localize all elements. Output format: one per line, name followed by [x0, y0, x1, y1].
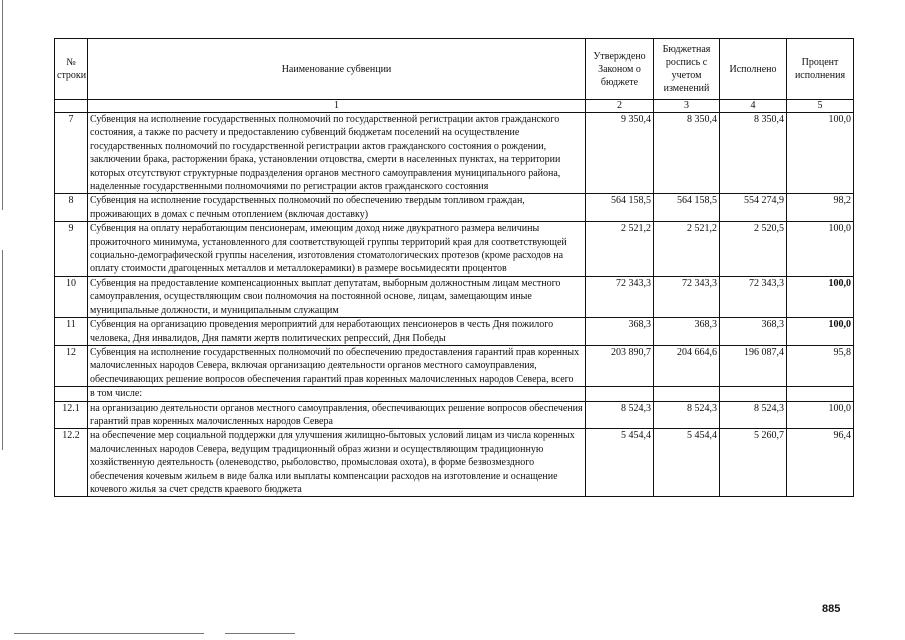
footer-rule	[225, 633, 295, 634]
approved-amount: 72 343,3	[586, 276, 654, 317]
subvention-name: в том числе:	[88, 387, 586, 401]
column-number: 4	[720, 100, 787, 113]
budget-amount: 204 664,6	[654, 345, 720, 386]
header-row-no: № строки	[55, 39, 88, 100]
approved-amount: 368,3	[586, 318, 654, 346]
table-row	[55, 387, 854, 401]
executed-amount: 2 520,5	[720, 222, 787, 277]
executed-amount: 5 260,7	[720, 429, 787, 497]
header-name: Наименование субвенции	[88, 39, 586, 100]
table-row	[55, 276, 854, 317]
executed-amount: 72 343,3	[720, 276, 787, 317]
table-row	[55, 113, 854, 194]
row-number: 12.1	[55, 401, 88, 429]
table-row	[55, 318, 854, 346]
table-row	[55, 194, 854, 222]
row-number: 8	[55, 194, 88, 222]
executed-amount: 8 524,3	[720, 401, 787, 429]
approved-amount: 9 350,4	[586, 113, 654, 194]
table-row	[55, 429, 854, 497]
executed-amount: 368,3	[720, 318, 787, 346]
approved-amount: 2 521,2	[586, 222, 654, 277]
column-number: 1	[88, 100, 586, 113]
header-budget: Бюджетная роспись с учетом изменений	[654, 39, 720, 100]
execution-percent: 100,0	[787, 318, 854, 346]
footer-rule	[14, 633, 204, 634]
budget-amount: 72 343,3	[654, 276, 720, 317]
execution-percent: 100,0	[787, 276, 854, 317]
execution-percent: 100,0	[787, 401, 854, 429]
header-executed: Исполнено	[720, 39, 787, 100]
approved-amount: 564 158,5	[586, 194, 654, 222]
table-row	[55, 345, 854, 386]
execution-percent: 100,0	[787, 113, 854, 194]
budget-amount	[654, 387, 720, 401]
budget-amount: 8 350,4	[654, 113, 720, 194]
execution-percent: 95,8	[787, 345, 854, 386]
budget-amount: 368,3	[654, 318, 720, 346]
executed-amount: 196 087,4	[720, 345, 787, 386]
row-number: 9	[55, 222, 88, 277]
budget-amount: 5 454,4	[654, 429, 720, 497]
table-header-row	[55, 39, 854, 100]
row-number: 7	[55, 113, 88, 194]
row-number: 10	[55, 276, 88, 317]
subvention-name: Субвенция на исполнение государственных полномочий по обеспечению твердым топливом граждан, проживающих в домах с печным отоплением (включая доставку)	[88, 194, 586, 222]
execution-percent	[787, 387, 854, 401]
row-number: 11	[55, 318, 88, 346]
subvention-name: на обеспечение мер социальной поддержки для улучшения жилищно-бытовых условий лицам из числа коренных малочисленных народов Севера, ведущим традиционный образ жизни и осуществляющим традиционную хозяйственную деятельность (оленеводство, рыболовство, промысловая охота), в форме безвозмездного обеспечения кочевым жильем в виде балка или выплаты компенсации расходов на изготовление и оснащение кочевого жилья за счет средств краевого бюджета	[88, 429, 586, 497]
table-row	[55, 222, 854, 277]
column-number-blank	[55, 100, 88, 113]
budget-amount: 2 521,2	[654, 222, 720, 277]
subvention-name: Субвенция на исполнение государственных полномочий по обеспечению предоставления гарантий прав коренных малочисленных народов Севера, включая организацию деятельности органов местного самоуправления, обеспечивающих решение вопросов обеспечения гарантий прав коренных малочисленных народов Севера, всего	[88, 345, 586, 386]
subvention-name: Субвенция на организацию проведения мероприятий для неработающих пенсионеров в честь Дня пожилого человека, Дня инвалидов, Дня памяти жертв политических репрессий, Дня Победы	[88, 318, 586, 346]
executed-amount	[720, 387, 787, 401]
subvention-name: на организацию деятельности органов местного самоуправления, обеспечивающих решение вопросов обеспечения гарантий прав коренных малочисленных народов Севера	[88, 401, 586, 429]
approved-amount: 8 524,3	[586, 401, 654, 429]
execution-percent: 96,4	[787, 429, 854, 497]
page-number: 885	[822, 603, 841, 615]
executed-amount: 554 274,9	[720, 194, 787, 222]
budget-amount: 8 524,3	[654, 401, 720, 429]
approved-amount: 203 890,7	[586, 345, 654, 386]
subvention-name: Субвенция на исполнение государственных полномочий по государственной регистрации актов гражданского состояния, а также по расчету и предоставлению субвенций бюджетам поселений на осуществление государственных полномочий по государственной регистрации актов гражданского состояния о рождении, заключении брака, расторжении брака, установлении отцовства, смерти в населенных пунктах, на территории которых отсутствуют структурные подразделения органов местного самоуправления муниципального района, наделенные государственными полномочиями по регистрации актов гражданского состояния	[88, 113, 586, 194]
budget-amount: 564 158,5	[654, 194, 720, 222]
approved-amount: 5 454,4	[586, 429, 654, 497]
row-number: 12.2	[55, 429, 88, 497]
column-number-row	[55, 100, 854, 113]
column-number: 2	[586, 100, 654, 113]
scan-edge-line	[2, 250, 3, 450]
subvention-name: Субвенция на оплату неработающим пенсионерам, имеющим доход ниже двукратного размера величины прожиточного минимума, установленного для соответствующей группы территорий края для соответствующей социально-демографической группы населения, изготовления стоматологических протезов (кроме расходов на оплату стоимости драгоценных металлов и металлокерамики) в размере восьмидесяти процентов	[88, 222, 586, 277]
column-number: 5	[787, 100, 854, 113]
subvention-name: Субвенция на предоставление компенсационных выплат депутатам, выборным должностным лицам местного самоуправления, осуществляющим свои полномочия на постоянной основе, лицам, замещающим иные муниципальные должности, и муниципальным служащим	[88, 276, 586, 317]
row-number	[55, 387, 88, 401]
table-row	[55, 401, 854, 429]
header-percent: Процент исполнения	[787, 39, 854, 100]
executed-amount: 8 350,4	[720, 113, 787, 194]
subvention-table	[54, 38, 854, 497]
execution-percent: 100,0	[787, 222, 854, 277]
scan-edge-line	[2, 0, 3, 210]
column-number: 3	[654, 100, 720, 113]
execution-percent: 98,2	[787, 194, 854, 222]
row-number: 12	[55, 345, 88, 386]
header-approved: Утверждено Законом о бюджете	[586, 39, 654, 100]
approved-amount	[586, 387, 654, 401]
